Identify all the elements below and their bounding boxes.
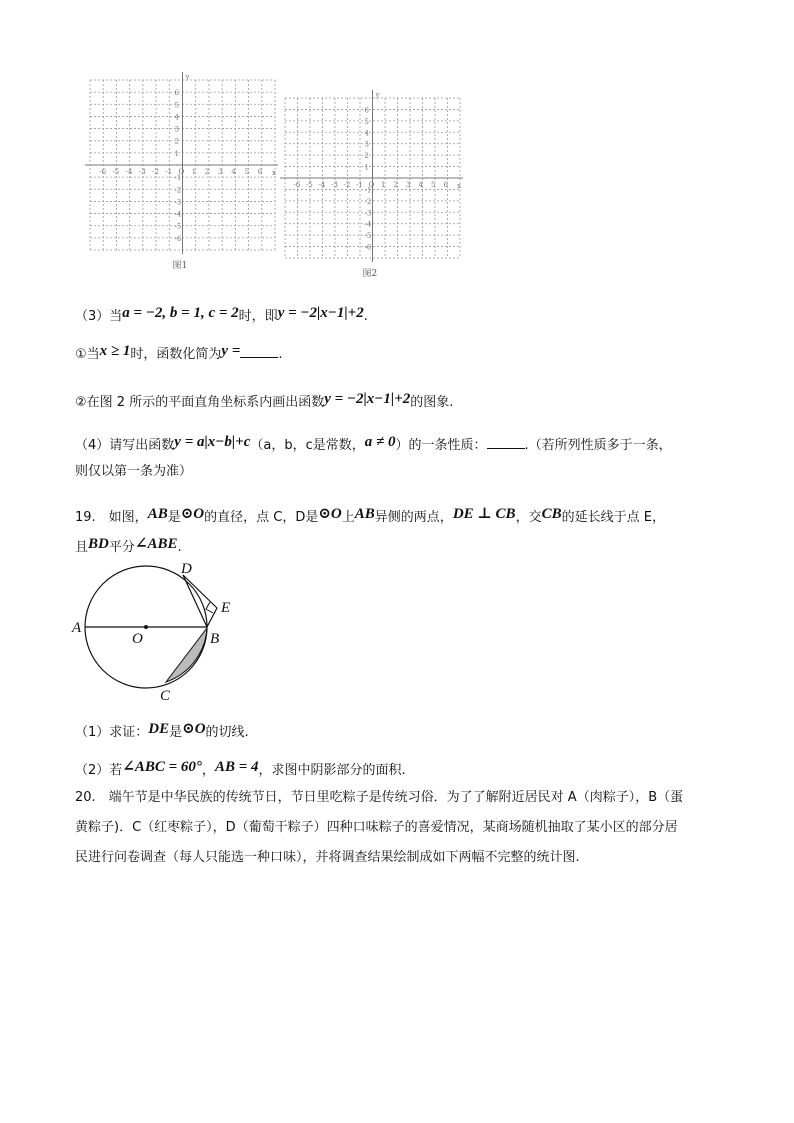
x-tick-label: -2 [152, 168, 159, 176]
y-axis-label: y [185, 73, 190, 81]
math: AB = 4 [214, 759, 259, 775]
y-tick-label: 1 [364, 163, 369, 172]
x-tick-label: 5 [431, 181, 436, 189]
x-tick-label: 1 [381, 181, 386, 189]
math: x ≥ 1 [99, 343, 131, 359]
text: ①当 [75, 347, 100, 362]
label-c: C [160, 688, 171, 704]
text: 且 [75, 540, 89, 555]
q18-part4 [75, 433, 672, 455]
text: . [363, 309, 368, 324]
y-tick-label: 4 [174, 113, 179, 122]
math: y = −2|x−1|+2 [277, 305, 364, 321]
text: .（若所列性质多于一条， [524, 438, 672, 453]
text: 时，即 [238, 309, 278, 324]
x-axis-label: x [272, 169, 276, 177]
answer-blank [240, 345, 278, 358]
y-tick-label: -3 [174, 198, 182, 207]
text: 是 [169, 725, 183, 740]
x-tick-label: 2 [204, 168, 210, 176]
text: 的切线. [205, 725, 249, 740]
x-tick-label: -5 [306, 181, 313, 189]
segment-de [183, 575, 217, 608]
text: ，求图中阴影部分的面积. [258, 763, 406, 778]
x-tick-label: -6 [293, 181, 301, 189]
q18-part4-line2: 则仅以第一条为准） [75, 464, 193, 479]
math: ⊙O [318, 506, 342, 522]
text: （a，b，c是常数， [250, 438, 365, 453]
x-tick-label: -1 [356, 181, 363, 189]
y-tick-label: 6 [364, 106, 369, 115]
text: （3）当 [75, 309, 123, 324]
x-tick-label: -3 [331, 181, 338, 189]
q19-line1 [75, 505, 665, 527]
x-tick-label: 5 [244, 168, 250, 176]
math: ∠ABE [134, 536, 178, 552]
y-axis-label: y [375, 91, 380, 99]
y-tick-label: -5 [364, 232, 372, 241]
center-point [144, 625, 148, 629]
q18-part3-1 [75, 342, 283, 364]
x-tick-label: 4 [418, 181, 423, 189]
label-d: D [181, 561, 192, 577]
y-tick-label: -4 [174, 210, 182, 219]
x-tick-label: 2 [393, 181, 398, 189]
x-tick-label: -6 [99, 168, 107, 176]
math: AB [354, 506, 375, 522]
text: 平分 [108, 540, 135, 555]
y-tick-label: -6 [364, 243, 372, 252]
math: AB [147, 506, 168, 522]
q20-line2: 黄粽子)．C（红枣粽子），D（葡萄干粽子）四种口味粽子的喜爱情况，某商场随机抽取了某小区的部分居 [75, 820, 678, 835]
q20-line3: 民进行问卷调查（每人只能选一种口味），并将调查结果绘制成如下两幅不完整的统计图. [75, 850, 580, 865]
text: 是 [167, 510, 181, 525]
text: （1）求证： [75, 725, 149, 740]
math: CB [541, 506, 562, 522]
figure-caption: 图2 [362, 269, 378, 279]
text: 19. 如图， [75, 510, 148, 525]
y-tick-label: 4 [364, 129, 369, 138]
x-tick-label: O [368, 181, 375, 189]
text: 的图象. [410, 395, 454, 410]
x-tick-label: -3 [138, 168, 146, 176]
circle-geometry-figure [60, 555, 260, 705]
text: . [177, 540, 182, 555]
x-tick-label: 6 [443, 181, 448, 189]
q20-line1: 20. 端午节是中华民族的传统节日，节日里吃粽子是传统习俗．为了了解附近居民对 A（肉粽子），B（蛋 [75, 790, 684, 805]
y-tick-label: -3 [364, 209, 372, 218]
y-tick-label: -4 [364, 220, 372, 229]
math: y = a|x−b|+c [174, 434, 251, 450]
x-tick-label: -4 [125, 168, 133, 176]
y-tick-label: -6 [174, 234, 182, 243]
math: DE [148, 721, 170, 737]
q19-part1 [75, 720, 249, 742]
math: BD [88, 536, 109, 552]
y-tick-label: -2 [364, 197, 372, 206]
q19-part2 [75, 758, 406, 780]
y-tick-label: 1 [174, 149, 179, 158]
x-tick-label: -2 [343, 181, 351, 189]
coordinate-grid-figure-2 [280, 90, 465, 280]
coordinate-grid-figure-1 [85, 72, 280, 272]
text: ）的一条性质： [395, 438, 487, 453]
x-tick-label: -1 [165, 168, 173, 176]
text: ， [201, 763, 215, 778]
segment-db [183, 575, 207, 627]
y-tick-label: -1 [174, 174, 182, 183]
y-tick-label: 2 [364, 152, 369, 161]
math: ∠ABC = 60° [122, 759, 202, 775]
q18-part3-2 [75, 390, 453, 412]
math: y = −2|x−1|+2 [324, 391, 411, 407]
x-tick-label: -4 [318, 181, 326, 189]
label-o: O [132, 631, 143, 647]
label-a: A [72, 620, 82, 636]
x-tick-label: -5 [112, 168, 120, 176]
x-axis-label: x [457, 182, 461, 190]
y-tick-label: 3 [174, 125, 179, 134]
y-tick-label: -1 [364, 186, 372, 195]
math: a ≠ 0 [364, 434, 396, 450]
math: ⊙O [180, 506, 205, 522]
x-tick-label: 1 [191, 168, 197, 176]
x-tick-label: 4 [231, 168, 236, 176]
math: ⊙O [182, 721, 206, 737]
text: ②在图 2 所示的平面直角坐标系内画出函数 [75, 395, 325, 410]
math: DE ⊥ CB [452, 506, 516, 522]
label-e: E [221, 600, 231, 616]
text: ，交 [515, 510, 542, 525]
y-tick-label: 5 [174, 101, 179, 110]
text: . [278, 347, 283, 362]
x-tick-label: 3 [218, 168, 223, 176]
label-b: B [210, 631, 220, 647]
y-tick-label: -5 [174, 222, 182, 231]
q19-line2 [75, 535, 182, 557]
x-tick-label: 3 [406, 181, 411, 189]
y-tick-label: 5 [364, 117, 369, 126]
x-tick-label: 6 [257, 168, 263, 176]
answer-blank [487, 436, 525, 449]
math: y = [221, 343, 241, 359]
text: （4）请写出函数 [75, 438, 175, 453]
text: 异侧的两点， [374, 510, 453, 525]
text: 上 [341, 510, 355, 525]
y-tick-label: -2 [174, 186, 182, 195]
text: （2）若 [75, 763, 123, 778]
y-tick-label: 6 [174, 89, 179, 98]
x-tick-label: O [178, 168, 185, 176]
q18-part3 [75, 304, 368, 326]
math: a = −2, b = 1, c = 2 [122, 305, 239, 321]
text: 时，函数化简为 [130, 347, 222, 362]
y-tick-label: 3 [364, 140, 369, 149]
y-tick-label: 2 [174, 137, 179, 146]
text: 的直径，点 C，D是 [204, 510, 319, 525]
figure-caption: 图1 [172, 261, 188, 271]
text: 的延长线于点 E， [561, 510, 665, 525]
